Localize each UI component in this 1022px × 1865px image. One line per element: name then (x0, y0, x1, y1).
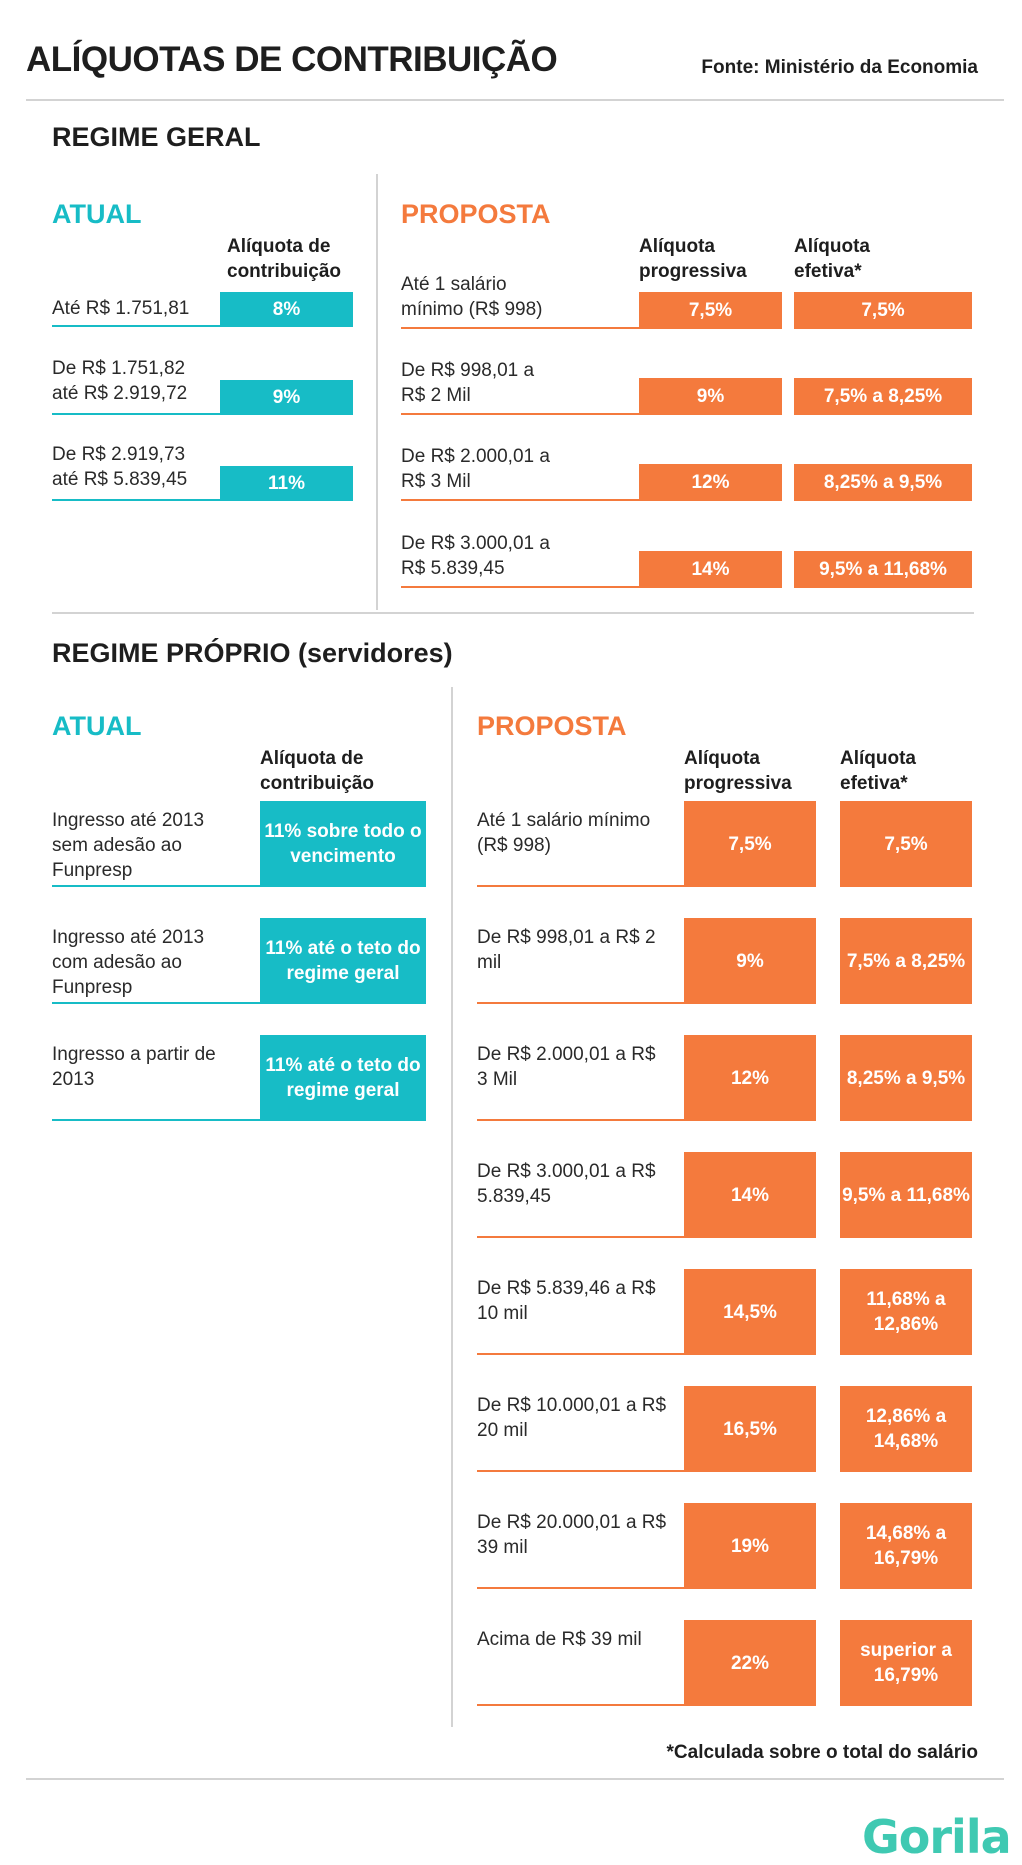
rp-proposta-row-underline (840, 1353, 972, 1355)
rp-proposta-progressiva-cell: 22% (684, 1620, 816, 1706)
rp-proposta-row-underline (477, 1704, 816, 1706)
rp-proposta-col-progressiva: Alíquota progressiva (684, 748, 792, 794)
rp-proposta-progressiva-cell: 7,5% (684, 801, 816, 887)
rp-atual-rate-cell: 11% até o teto do regime geral (260, 1035, 426, 1121)
rp-proposta-progressiva-cell: 14% (684, 1152, 816, 1238)
section-divider (52, 612, 974, 614)
rg-atual-row-label: Até R$ 1.751,81 (52, 298, 190, 319)
rg-proposta-row-underline (401, 499, 782, 501)
rg-proposta-row-label: De R$ 3.000,01 a R$ 5.839,45 (401, 533, 550, 579)
rg-proposta-row-underline (794, 327, 972, 329)
rp-atual-row-underline (52, 1119, 426, 1121)
rp-proposta-progressiva-cell: 9% (684, 918, 816, 1004)
rp-proposta-row-underline (840, 1236, 972, 1238)
rp-proposta-row-underline (840, 1704, 972, 1706)
rp-atual-rate-cell: 11% sobre todo o vencimento (260, 801, 426, 887)
rp-atual-heading: ATUAL (52, 711, 142, 741)
footnote: *Calculada sobre o total do salário (666, 1742, 978, 1763)
footer-divider (26, 1778, 1004, 1780)
rp-proposta-efetiva-cell: superior a 16,79% (840, 1620, 972, 1706)
rp-proposta-efetiva-cell: 8,25% a 9,5% (840, 1035, 972, 1121)
rp-proposta-row-underline (477, 1119, 816, 1121)
rp-proposta-row-underline (840, 1002, 972, 1004)
rg-proposta-progressiva-cell: 14% (639, 551, 782, 587)
rp-proposta-efetiva-cell: 14,68% a 16,79% (840, 1503, 972, 1589)
header-divider (26, 99, 1004, 101)
rg-proposta-row-underline (401, 327, 782, 329)
rp-proposta-row-label: De R$ 20.000,01 a R$ 39 mil (477, 1512, 667, 1558)
rg-proposta-efetiva-cell: 7,5% a 8,25% (794, 378, 972, 414)
rp-proposta-efetiva-cell: 7,5% (840, 801, 972, 887)
rp-proposta-row-label: Até 1 salário mínimo (R$ 998) (477, 810, 651, 856)
rp-proposta-row-label: De R$ 998,01 a R$ 2 mil (477, 927, 656, 973)
rg-atual-rate-cell: 8% (220, 292, 353, 326)
rp-proposta-row-underline (840, 1119, 972, 1121)
rg-proposta-row-underline (401, 413, 782, 415)
rg-proposta-row-label: De R$ 998,01 a R$ 2 Mil (401, 360, 535, 406)
rp-atual-row-label: Ingresso até 2013 com adesão ao Funpresp (52, 927, 205, 998)
rp-proposta-row-underline (477, 1236, 816, 1238)
rp-proposta-col-efetiva: Alíquota efetiva* (840, 748, 916, 794)
rp-proposta-row-underline (477, 885, 816, 887)
rp-proposta-row-underline (477, 1470, 816, 1472)
rp-proposta-row-label: De R$ 10.000,01 a R$ 20 mil (477, 1395, 667, 1441)
rp-proposta-row-underline (477, 1002, 816, 1004)
rg-proposta-row-underline (794, 586, 972, 588)
rg-proposta-col-progressiva: Alíquota progressiva (639, 236, 747, 282)
rg-atual-col-header: Alíquota de contribuição (227, 236, 342, 282)
rg-atual-row-label: De R$ 1.751,82 até R$ 2.919,72 (52, 358, 188, 404)
rp-proposta-efetiva-cell: 7,5% a 8,25% (840, 918, 972, 1004)
rg-atual-rate-cell: 11% (220, 466, 353, 500)
rp-atual-row-label: Ingresso a partir de 2013 (52, 1044, 216, 1090)
rg-proposta-col-efetiva: Alíquota efetiva* (794, 236, 870, 282)
rp-proposta-row-underline (477, 1587, 816, 1589)
rp-atual-row-underline (52, 1002, 426, 1004)
rg-proposta-efetiva-cell: 8,25% a 9,5% (794, 464, 972, 500)
rg-proposta-progressiva-cell: 12% (639, 464, 782, 500)
rg-proposta-row-underline (401, 586, 782, 588)
rg-proposta-efetiva-cell: 9,5% a 11,68% (794, 551, 972, 587)
rg-proposta-efetiva-cell: 7,5% (794, 292, 972, 328)
regime-proprio-vertical-divider (451, 687, 453, 1727)
gorila-logo: Gorila (862, 1810, 1011, 1864)
rp-proposta-row-underline (840, 885, 972, 887)
regime-proprio-title: REGIME PRÓPRIO (servidores) (52, 638, 453, 668)
rg-atual-row-underline (52, 413, 353, 415)
rp-proposta-progressiva-cell: 12% (684, 1035, 816, 1121)
rg-proposta-row-underline (794, 413, 972, 415)
rp-proposta-progressiva-cell: 14,5% (684, 1269, 816, 1355)
rp-proposta-row-label: De R$ 3.000,01 a R$ 5.839,45 (477, 1161, 656, 1207)
rg-atual-row-underline (52, 325, 353, 327)
rp-proposta-efetiva-cell: 12,86% a 14,68% (840, 1386, 972, 1472)
rp-proposta-heading: PROPOSTA (477, 711, 627, 741)
rg-atual-rate-cell: 9% (220, 380, 353, 414)
rg-proposta-progressiva-cell: 9% (639, 378, 782, 414)
rg-proposta-heading: PROPOSTA (401, 199, 551, 229)
rp-proposta-progressiva-cell: 19% (684, 1503, 816, 1589)
rp-proposta-row-label: De R$ 5.839,46 a R$ 10 mil (477, 1278, 656, 1324)
rg-proposta-progressiva-cell: 7,5% (639, 292, 782, 328)
rp-proposta-row-label: Acima de R$ 39 mil (477, 1629, 642, 1650)
regime-geral-title: REGIME GERAL (52, 122, 261, 152)
source-note: Fonte: Ministério da Economia (701, 57, 978, 78)
rg-proposta-row-underline (794, 499, 972, 501)
rp-proposta-row-underline (477, 1353, 816, 1355)
rp-proposta-efetiva-cell: 9,5% a 11,68% (840, 1152, 972, 1238)
rp-proposta-row-underline (840, 1470, 972, 1472)
rp-proposta-efetiva-cell: 11,68% a 12,86% (840, 1269, 972, 1355)
rg-proposta-row-label: De R$ 2.000,01 a R$ 3 Mil (401, 446, 550, 492)
rp-proposta-row-underline (840, 1587, 972, 1589)
rp-atual-row-underline (52, 885, 426, 887)
rg-proposta-row-label: Até 1 salário mínimo (R$ 998) (401, 274, 543, 320)
rg-atual-row-label: De R$ 2.919,73 até R$ 5.839,45 (52, 444, 188, 490)
rp-atual-row-label: Ingresso até 2013 sem adesão ao Funpresp (52, 810, 205, 881)
rp-atual-col-header: Alíquota de contribuição (260, 748, 375, 794)
rp-atual-rate-cell: 11% até o teto do regime geral (260, 918, 426, 1004)
rp-proposta-row-label: De R$ 2.000,01 a R$ 3 Mil (477, 1044, 656, 1090)
rg-atual-heading: ATUAL (52, 199, 142, 229)
rp-proposta-progressiva-cell: 16,5% (684, 1386, 816, 1472)
page-title: ALÍQUOTAS DE CONTRIBUIÇÃO (26, 40, 558, 79)
rg-atual-row-underline (52, 499, 353, 501)
